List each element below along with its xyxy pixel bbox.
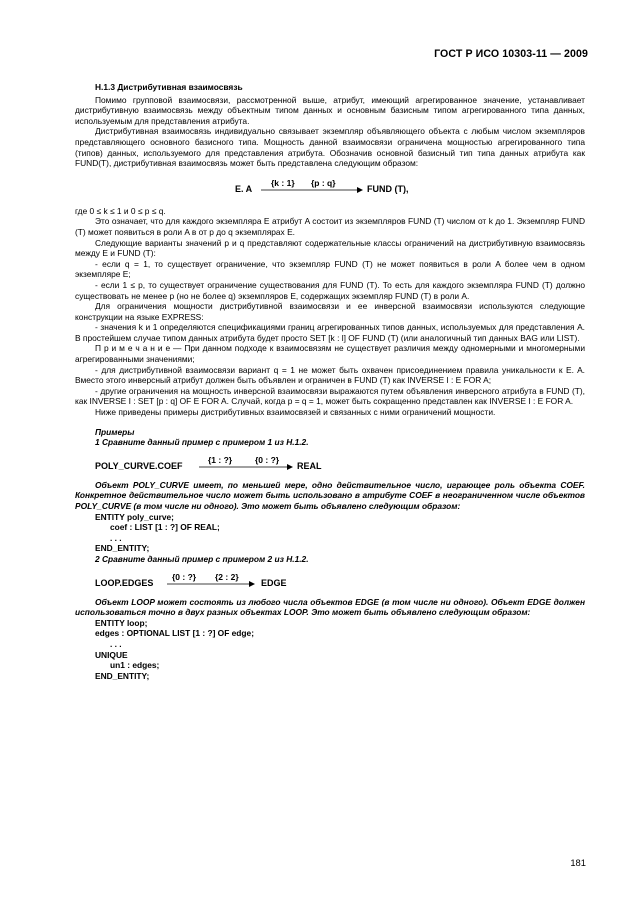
example-2-title: 2 Сравните данный пример с примером 2 из Н.1.2. bbox=[95, 553, 309, 564]
code1-line-2: coef : LIST [1 : ?] OF REAL; bbox=[110, 522, 220, 533]
examples-title: Примеры bbox=[95, 426, 135, 437]
diag2-p: {2 : 2} bbox=[215, 571, 239, 582]
formula-arrow bbox=[75, 176, 585, 200]
diag1-right: REAL bbox=[297, 460, 322, 471]
example-2-arrow bbox=[75, 571, 585, 593]
example-1-arrow bbox=[75, 454, 585, 476]
formula-k: {k : 1} bbox=[271, 177, 295, 188]
example-1-title: 1 Сравните данный пример с примером 1 из Н.1.2. bbox=[95, 437, 309, 448]
page-number: 181 bbox=[570, 857, 586, 868]
diag1-left: POLY_CURVE.COEF bbox=[95, 460, 183, 471]
code2-line-4: UNIQUE bbox=[95, 649, 128, 660]
paragraph-7: Для ограничения мощности дистрибутивной взаимосвязи и ее инверсной взаимосвязи используются следующие конструкции на языке EXPRESS: bbox=[75, 301, 585, 322]
paragraph-5: - если q = 1, то существует ограничение, что экземпляр FUND (T) не может появиться в роли A более чем в одном экземпляре E; bbox=[75, 258, 585, 280]
paragraph-2: Дистрибутивная взаимосвязь индивидуально связывает экземпляр объявляющего объекта с любым числом экземпляров представляющего основного базисного типа. Мощность данной взаимосвязи ограничена мощностью агрегированного типа (типов) данных, используемого для представления атрибута. Обозначив основной базисный тип типа данных атрибута как FUND(T), дистрибутивная взаимосвязь может быть представлена следующим образом: bbox=[75, 126, 585, 169]
page-header: ГОСТ Р ИСО 10303-11 — 2009 bbox=[434, 48, 588, 60]
diag2-k: {0 : ?} bbox=[172, 571, 197, 582]
code1-line-1: ENTITY poly_curve; bbox=[95, 511, 174, 522]
code1-line-3: . . . bbox=[110, 532, 122, 543]
code2-line-1: ENTITY loop; bbox=[95, 617, 148, 628]
paragraph-11: Ниже приведены примеры дистрибутивных взаимосвязей и связанных с ними ограничений мощности. bbox=[95, 407, 496, 418]
code2-line-5: un1 : edges; bbox=[110, 660, 160, 671]
diag1-arrow-head-icon bbox=[287, 464, 293, 470]
paragraph-3: Это означает, что для каждого экземпляра E атрибут A состоит из экземпляров FUND (T) числом от k до 1. Экземпляр FUND (T) может появиться в роли A в от p до q экземплярах E. bbox=[75, 216, 585, 237]
formula-diagram bbox=[75, 176, 585, 200]
paragraph-6: - если 1 ≤ p, то существует ограничение существования для FUND (T). То есть для каждого экземпляра FUND (T) должно существовать не менее p (но не более q) экземпляров E, содержащих экземпляр FUND (T) в роли A. bbox=[75, 279, 585, 301]
formula-right: FUND (T), bbox=[367, 183, 409, 194]
diag2-right: EDGE bbox=[261, 577, 287, 588]
diag2-arrow-head-icon bbox=[249, 581, 255, 587]
diag2-left: LOOP.EDGES bbox=[95, 577, 154, 588]
page-body bbox=[75, 82, 585, 681]
code2-line-6: END_ENTITY; bbox=[95, 670, 150, 681]
example-1-text: Объект POLY_CURVE имеет, по меньшей мере, одно действительное число, играющее роль объекта COEF. Конкретное действительное число может быть использовано в атрибуте COEF в неограниченном числе объектов POLY_CURVE (в том числе ни одного). Это может быть объявлено следующим образом: bbox=[75, 479, 585, 511]
paragraph-9: - для дистрибутивной взаимосвязи вариант q = 1 не может быть охвачен присоединением правила уникальности к E. A. Вместо этого инверсный атрибут должен быть объявлен и ограничен в FUND (T) как INVERSE I : E FOR A; bbox=[75, 364, 585, 386]
paragraph-4: Следующие варианты значений p и q представляют содержательные классы ограничений на дистрибутивную взаимосвязь между E и FUND (T): bbox=[75, 237, 585, 259]
paragraph-1: Помимо групповой взаимосвязи, рассмотренной выше, атрибут, имеющий агрегированное значение, устанавливает дистрибутивную взаимосвязь между объектным типом данных и основным базисным типом агрегированного типа данных, используемым для представления атрибута. bbox=[75, 94, 585, 126]
example-1-diagram bbox=[75, 454, 585, 476]
code1-line-4: END_ENTITY; bbox=[95, 543, 150, 554]
formula-left: E. A bbox=[235, 183, 253, 194]
section-title: Н.1.3 Дистрибутивная взаимосвязь bbox=[95, 82, 243, 92]
code2-line-3: . . . bbox=[110, 638, 122, 649]
where-line: где 0 ≤ k ≤ 1 и 0 ≤ p ≤ q. bbox=[75, 205, 166, 216]
example-2-diagram bbox=[75, 571, 585, 593]
diag1-k: {1 : ?} bbox=[208, 454, 233, 465]
paragraph-10: - другие ограничения на мощность инверсной взаимосвязи выражаются путем объявления инверсного атрибута в FUND (T), как INVERSE I : SET [p : q] OF E FOR A. Случай, когда p = q = 1, может быть сокращенно представлен как INVERSE I : E FOR A. bbox=[75, 385, 585, 407]
paragraph-8: - значения k и 1 определяются спецификациями границ агрегированных типов данных, используемых для представления A. В простейшем случае типом данных атрибута будет просто SET [k : l] OF FUND (T) (или аналогичный тип данных BAG или LIST). bbox=[75, 322, 585, 343]
formula-p: {p : q} bbox=[311, 177, 336, 188]
arrow-head-icon bbox=[357, 187, 363, 193]
note: П р и м е ч а н и е — При данном подходе к взаимосвязям не существует различия между одномерными и многомерными агрегированными значениями; bbox=[75, 343, 585, 365]
example-2-text: Объект LOOP может состоять из любого числа объектов EDGE (в том числе ни одного). Объект EDGE должен использоваться точно в двух разных объектах LOOP. Это может быть объявлено следующим образом: bbox=[75, 596, 585, 618]
diag1-p: {0 : ?} bbox=[255, 454, 280, 465]
code2-line-2: edges : OPTIONAL LIST [1 : ?] OF edge; bbox=[95, 628, 254, 639]
